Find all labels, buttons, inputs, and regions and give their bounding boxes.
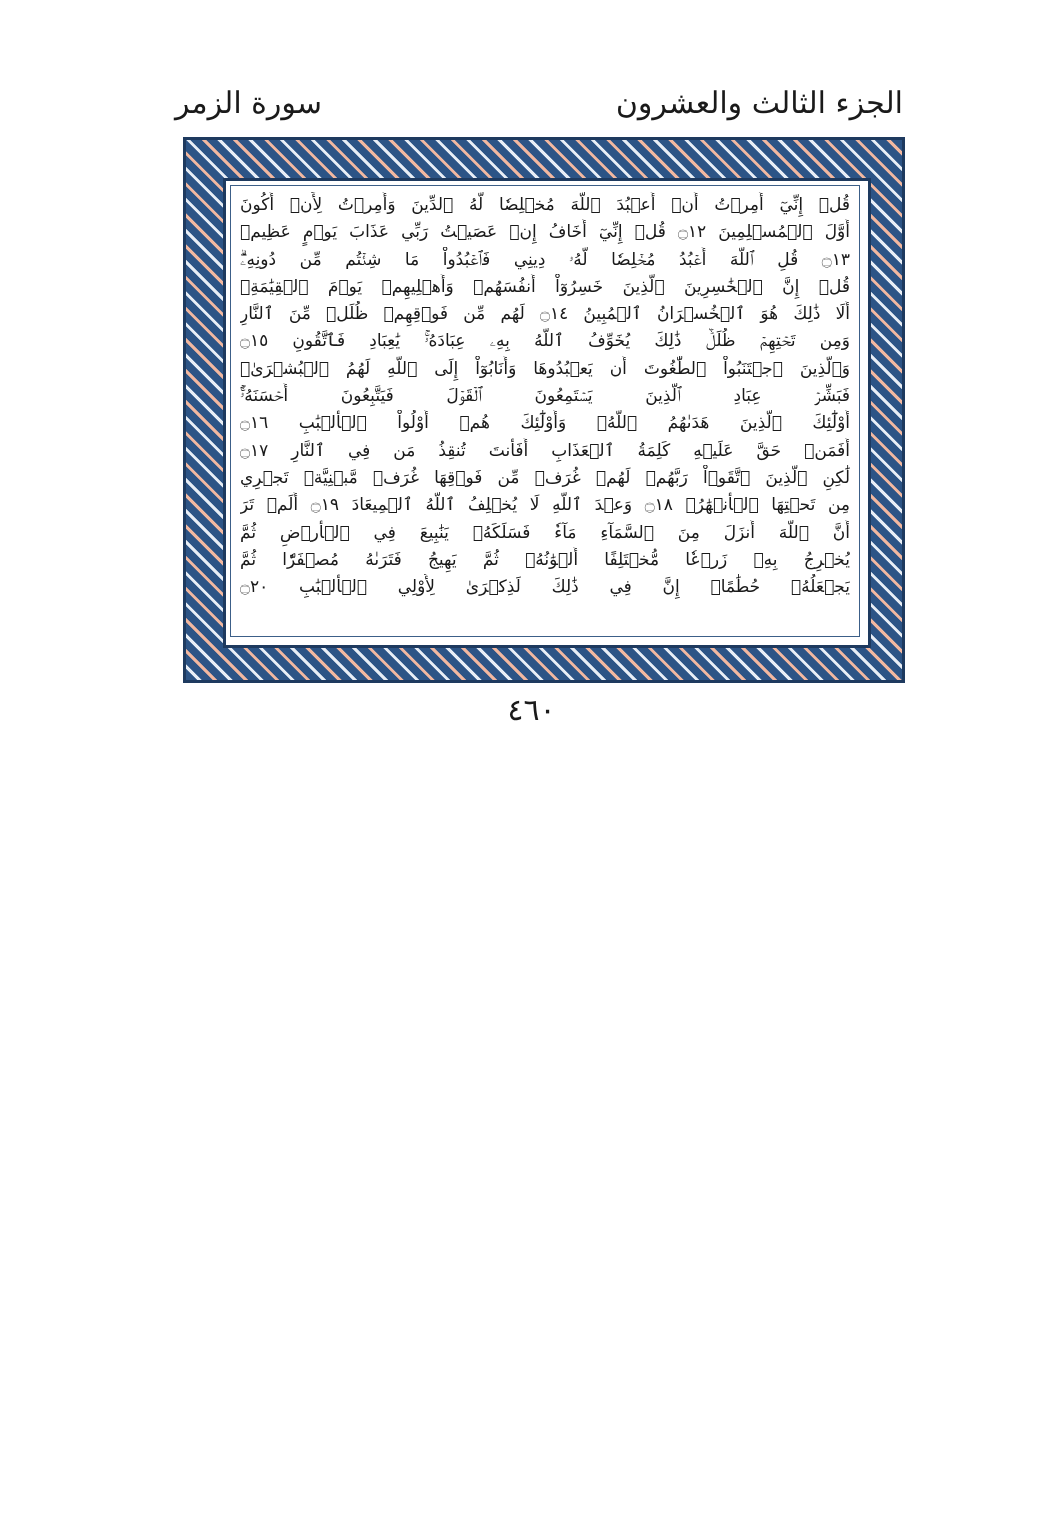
text-line: يَجۡعَلُهُۥ حُطَٰمًاۚ إِنَّ فِي ذَٰلِكَ لَذِكۡرَىٰ لِأُوْلِي ٱلۡأَلۡبَٰبِ ۝٢٠ — [240, 577, 850, 598]
text-line: أَفَمَنۡ حَقَّ عَلَيۡهِ كَلِمَةُ ٱلۡعَذَابِ أَفَأَنتَ تُنقِذُ مَن فِي ٱلنَّارِ ۝١٧ — [240, 440, 850, 461]
text-line: قُلۡ إِنِّيٓ أُمِرۡتُ أَنۡ أَعۡبُدَ ٱللَّهَ مُخۡلِصٗا لَّهُ ٱلدِّينَ وَأُمِرۡتُ لِأَنۡ أَكُونَ — [240, 195, 850, 215]
text-line: فَبَشِّرۡ عِبَادِ ٱلَّذِينَ يَسۡتَمِعُونَ ٱلۡقَوۡلَ فَيَتَّبِعُونَ أَحۡسَنَهُۥٓۚ — [240, 386, 850, 407]
text-line: لَٰكِنِ ٱلَّذِينَ ٱتَّقَوۡاْ رَبَّهُمۡ لَهُمۡ غُرَفٞ مِّن فَوۡقِهَا غُرَفٞ مَّبۡنِيَّةٞ تَجۡرِي — [240, 467, 850, 488]
text-line: يُخۡرِجُ بِهِۦ زَرۡعٗا مُّخۡتَلِفًا أَلۡوَٰنُهُۥ ثُمَّ يَهِيجُ فَتَرَىٰهُ مُصۡفَرّٗا ثُمَّ — [240, 549, 850, 570]
page-header — [175, 78, 903, 128]
quran-text-block — [240, 192, 850, 630]
text-line: وَٱلَّذِينَ ٱجۡتَنَبُواْ ٱلطَّٰغُوتَ أَن يَعۡبُدُوهَا وَأَنَابُوٓاْ إِلَى ٱللَّهِ لَهُمُ ٱلۡبُشۡرَىٰۚ — [240, 358, 850, 379]
text-line: أُوْلَٰٓئِكَ ٱلَّذِينَ هَدَىٰهُمُ ٱللَّهُۖ وَأُوْلَٰٓئِكَ هُمۡ أُوْلُواْ ٱلۡأَلۡبَٰبِ ۝١٦ — [240, 413, 850, 434]
text-line: وَمِن تَحۡتِهِمۡ ظُلَلٞۚ ذَٰلِكَ يُخَوِّفُ ٱللَّهُ بِهِۦ عِبَادَهُۥۚ يَٰعِبَادِ فَٱتَّقُونِ ۝١٥ — [240, 331, 850, 352]
text-line: أَلَا ذَٰلِكَ هُوَ ٱلۡخُسۡرَانُ ٱلۡمُبِينُ ۝١٤ لَهُم مِّن فَوۡقِهِمۡ ظُلَلٞ مِّنَ ٱلنَّارِ — [240, 304, 850, 325]
text-line: مِن تَحۡتِهَا ٱلۡأَنۡهَٰرُۖ ۝١٨ وَعۡدَ ٱللَّهِ لَا يُخۡلِفُ ٱللَّهُ ٱلۡمِيعَادَ ۝١٩ أَلَمۡ تَرَ — [240, 495, 850, 516]
surah-name: سورة الزمر — [175, 85, 323, 121]
text-line: ۝١٣ قُلِ ٱللَّهَ أَعۡبُدُ مُخۡلِصٗا لَّهُۥ دِينِي فَٱعۡبُدُواْ مَا شِئۡتُم مِّن دُونِهِۦۗ — [240, 249, 850, 270]
juz-name: الجزء الثالث والعشرون — [615, 85, 903, 121]
text-line: قُلۡ إِنَّ ٱلۡخَٰسِرِينَ ٱلَّذِينَ خَسِرُوٓاْ أَنفُسَهُمۡ وَأَهۡلِيهِمۡ يَوۡمَ ٱلۡقِيَٰمَةِۗ — [240, 276, 850, 297]
text-line: أَوَّلَ ٱلۡمُسۡلِمِينَ ۝١٢ قُلۡ إِنِّيٓ أَخَافُ إِنۡ عَصَيۡتُ رَبِّي عَذَابَ يَوۡمٍ عَظِيمٖ — [240, 222, 850, 243]
page-number: ٤٦٠ — [507, 693, 556, 728]
text-line: أَنَّ ٱللَّهَ أَنزَلَ مِنَ ٱلسَّمَآءِ مَآءٗ فَسَلَكَهُۥ يَنَٰبِيعَ فِي ٱلۡأَرۡضِ ثُمَّ — [240, 522, 850, 543]
